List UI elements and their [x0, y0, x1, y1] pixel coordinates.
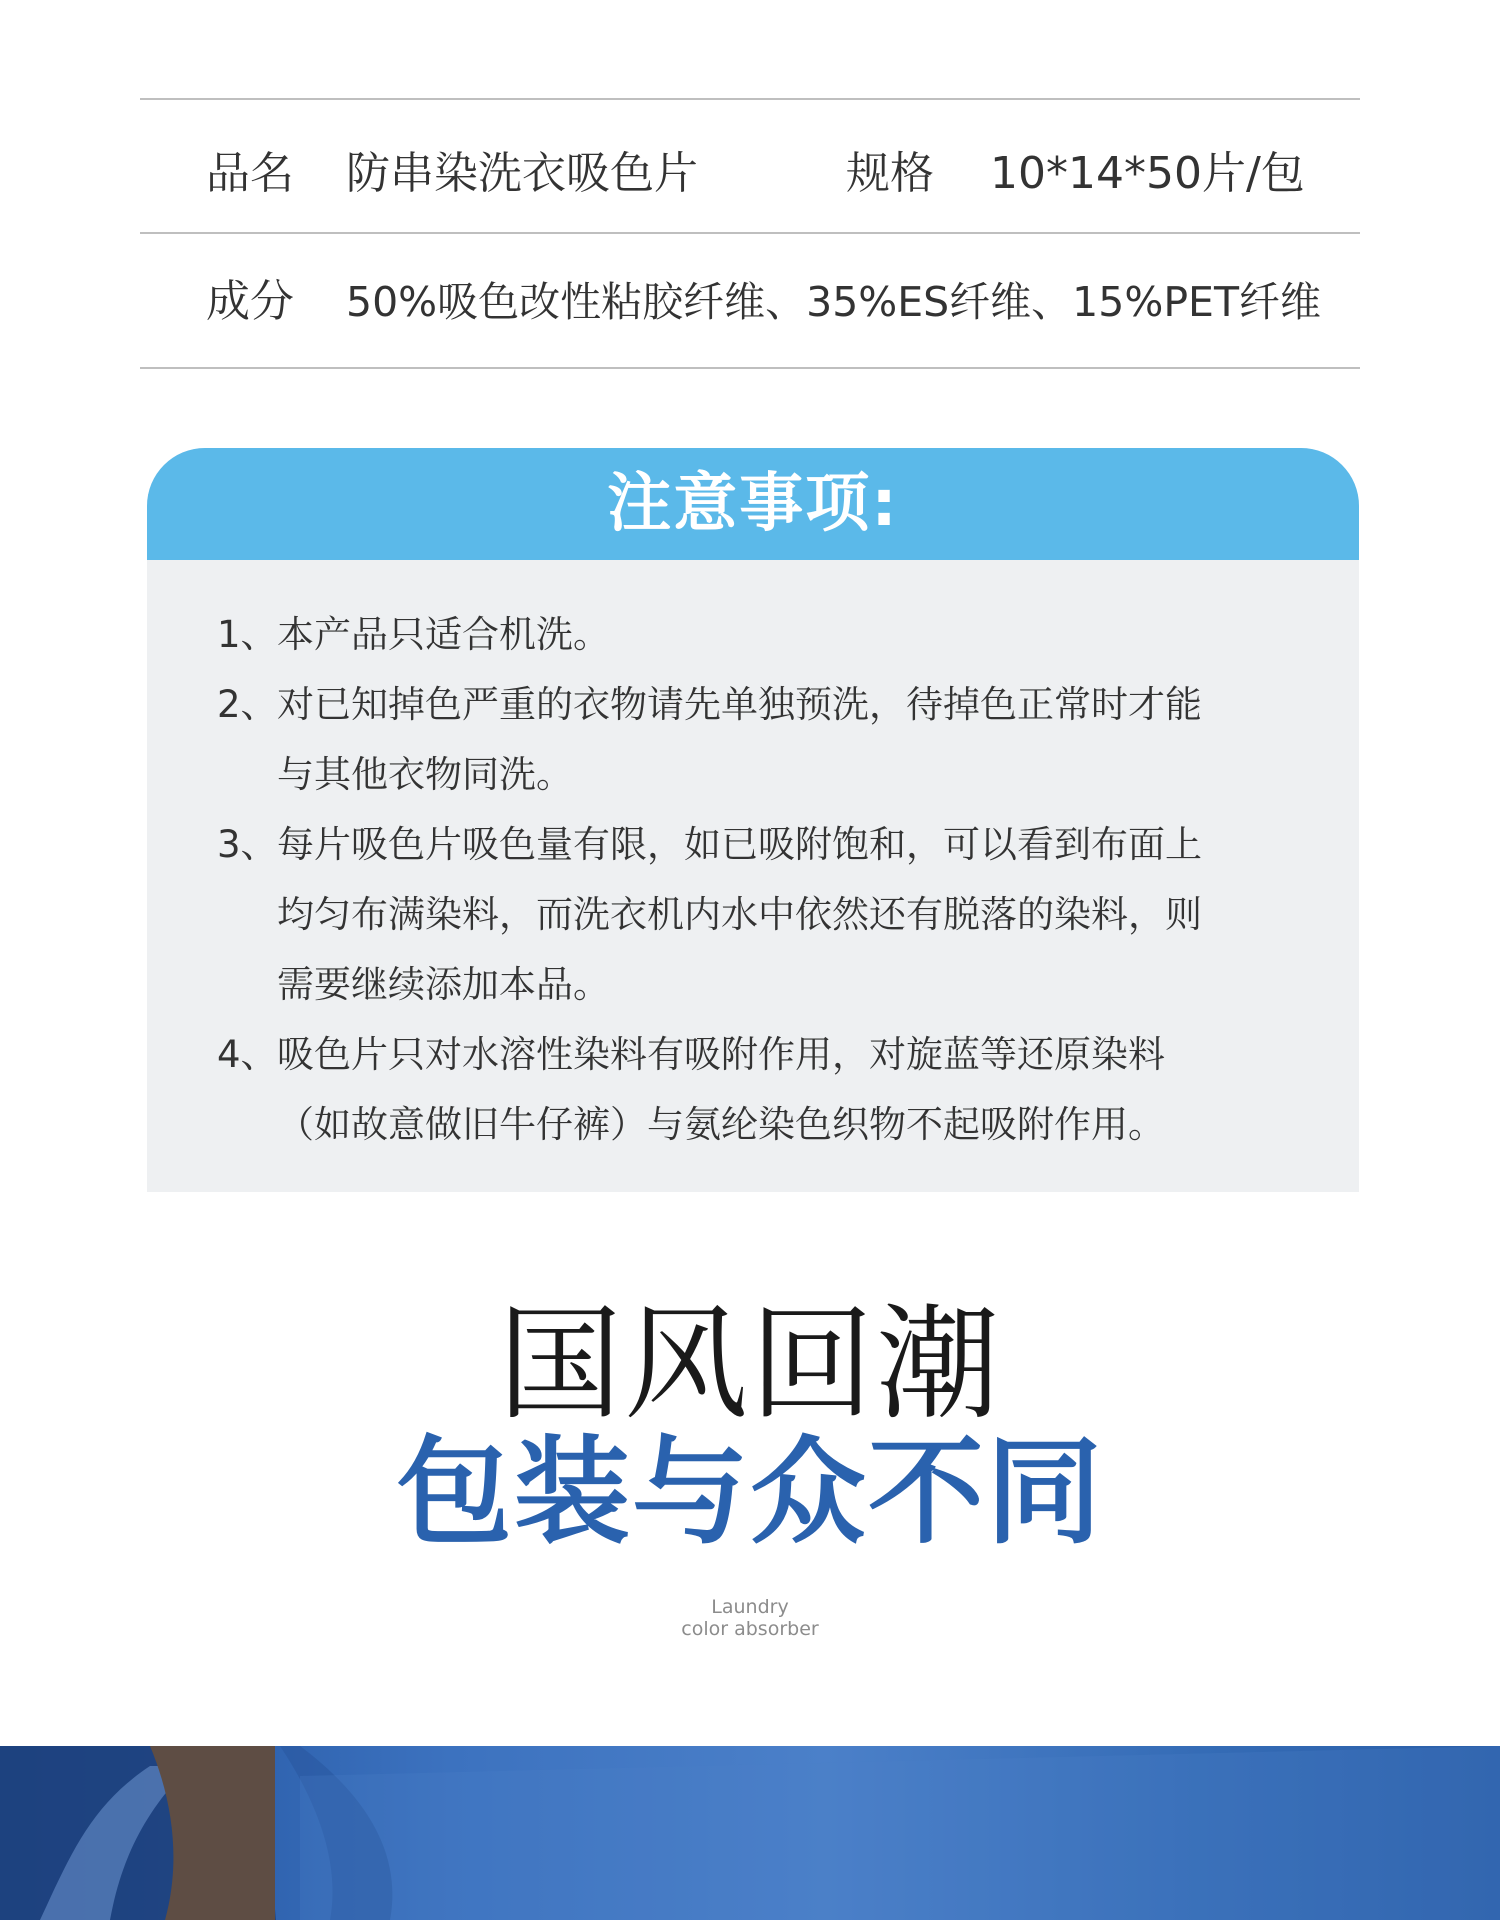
english-brand-line-2: color absorber: [681, 1618, 819, 1640]
english-brand-line-1: Laundry: [711, 1596, 789, 1618]
notice-item-number: 2、: [217, 683, 278, 726]
slogan-headline: 国风回潮: [497, 1293, 1002, 1437]
notice-item-2: [147, 670, 1237, 810]
product-photo-band: [0, 1746, 1500, 1920]
notice-list: [147, 560, 1359, 1160]
notice-item-text: 对已知掉色严重的衣物请先单独预洗，待掉色正常时才能与其他衣物同洗。: [277, 683, 1202, 796]
spec-name-value: 防串染洗衣吸色片: [346, 148, 698, 199]
spec-top-divider: [140, 98, 1360, 100]
notice-item-number: 3、: [217, 823, 278, 866]
spec-size-value: 10*14*50片/包: [990, 148, 1305, 199]
notice-header: [147, 448, 1359, 560]
spec-composition-value: 50%吸色改性粘胶纤维、35%ES纤维、15%PET纤维: [346, 278, 1321, 326]
spec-middle-divider: [140, 232, 1360, 234]
spec-name-label: 品名: [206, 148, 294, 199]
spec-size-label: 规格: [846, 148, 934, 199]
notice-item-4: [147, 1020, 1237, 1160]
notice-item-number: 1、: [217, 613, 278, 656]
slogan-subheadline: 包装与众不同: [396, 1425, 1104, 1560]
notice-item-text: 吸色片只对水溶性染料有吸附作用，对旋蓝等还原染料（如故意做旧牛仔裤）与氨纶染色织物不起吸附作用。: [277, 1033, 1165, 1146]
spec-bottom-divider: [140, 367, 1360, 369]
notice-item-1: [147, 600, 1237, 670]
english-brand-text: [0, 1596, 1500, 1640]
photo-decoration: [0, 1746, 1500, 1920]
spec-composition-label: 成分: [206, 276, 294, 327]
notice-title: 注意事项:: [607, 467, 899, 541]
notice-panel: [147, 448, 1359, 1192]
notice-item-number: 4、: [217, 1033, 278, 1076]
notice-item-text: 本产品只适合机洗。: [277, 613, 610, 656]
notice-item-3: [147, 810, 1237, 1020]
notice-item-text: 每片吸色片吸色量有限，如已吸附饱和，可以看到布面上均匀布满染料，而洗衣机内水中依然还有脱落的染料，则需要继续添加本品。: [277, 823, 1202, 1006]
